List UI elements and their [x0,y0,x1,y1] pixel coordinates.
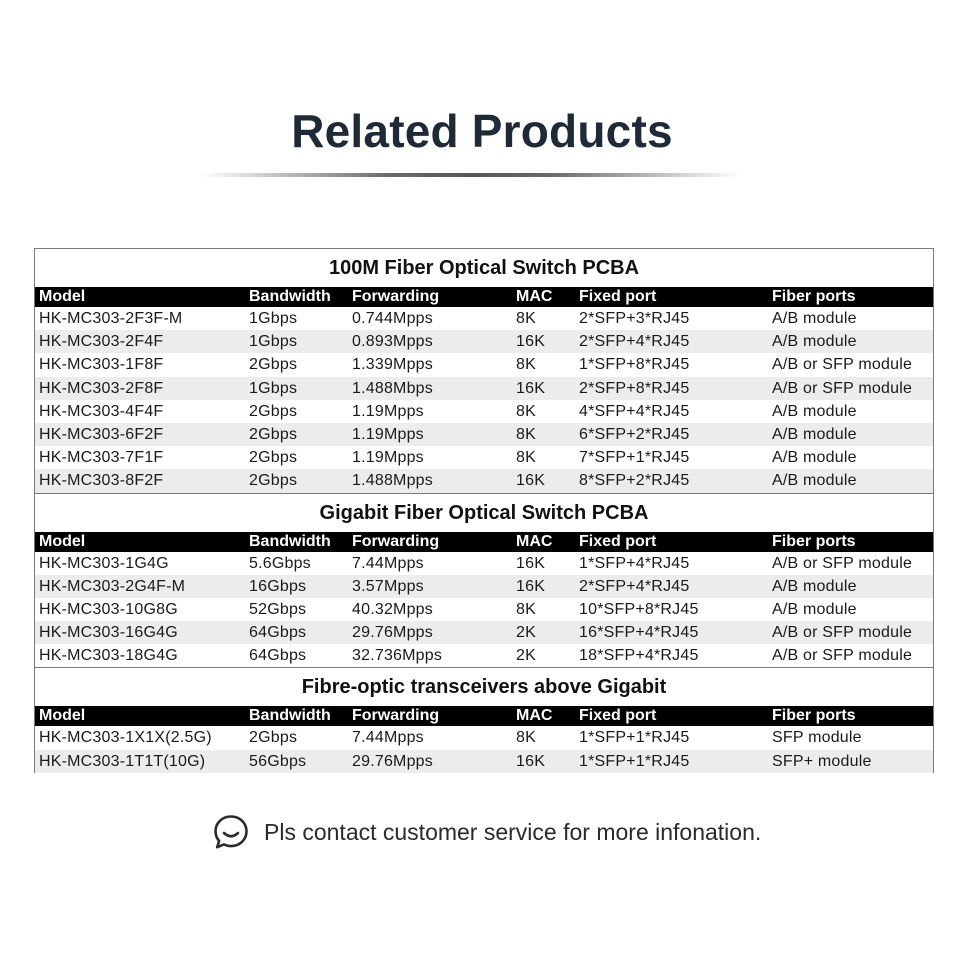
contact-note [212,812,761,852]
cell-fixed-port: 1*SFP+1*RJ45 [579,752,690,770]
cell-bandwidth: 2Gbps [249,356,298,374]
column-header-fiber-ports: Fiber ports [772,532,856,550]
column-header-mac: MAC [516,532,553,550]
cell-forwarding: 1.488Mbps [352,379,433,397]
cell-bandwidth: 64Gbps [249,647,307,665]
section-title: 100M Fiber Optical Switch PCBA [328,257,640,279]
cell-fixed-port: 6*SFP+2*RJ45 [579,425,690,443]
cell-fixed-port: 7*SFP+1*RJ45 [579,449,690,467]
cell-bandwidth: 2Gbps [249,472,298,490]
table-header-row [35,532,933,552]
cell-mac: 16K [516,577,546,595]
cell-bandwidth: 64Gbps [249,624,307,642]
cell-mac: 8K [516,356,536,374]
cell-mac: 2K [516,647,536,665]
cell-model: HK-MC303-10G8G [39,600,178,618]
cell-fiber-ports: A/B or SFP module [772,624,913,642]
table-row [35,644,933,667]
cell-mac: 8K [516,600,536,618]
cell-fixed-port: 4*SFP+4*RJ45 [579,402,690,420]
column-header-bandwidth: Bandwidth [249,288,331,305]
table-row [35,423,933,446]
section-rows [35,706,933,772]
cell-forwarding: 7.44Mpps [352,729,424,747]
chat-bubble-icon [212,813,250,851]
cell-model: HK-MC303-8F2F [39,472,164,490]
column-header-bandwidth: Bandwidth [249,532,331,550]
column-header-mac: MAC [516,288,553,305]
cell-model: HK-MC303-1F8F [39,356,164,374]
table-row [35,469,933,492]
cell-fiber-ports: SFP module [772,729,862,747]
cell-bandwidth: 2Gbps [249,425,298,443]
cell-model: HK-MC303-18G4G [39,647,178,665]
table-row [35,621,933,644]
table-section [35,249,933,493]
cell-forwarding: 1.19Mpps [352,449,424,467]
cell-fixed-port: 18*SFP+4*RJ45 [579,647,699,665]
column-header-model: Model [39,707,86,725]
table-row [35,575,933,598]
cell-fiber-ports: A/B module [772,402,857,420]
cell-fiber-ports: A/B or SFP module [772,647,913,665]
column-header-forwarding: Forwarding [352,532,440,550]
table-header-row [35,287,933,307]
cell-model: HK-MC303-7F1F [39,449,164,467]
cell-model: HK-MC303-2F3F-M [39,310,183,327]
title-divider [200,173,740,177]
cell-fixed-port: 16*SFP+4*RJ45 [579,624,699,642]
cell-fixed-port: 2*SFP+4*RJ45 [579,577,690,595]
cell-fiber-ports: A/B or SFP module [772,554,913,572]
cell-fiber-ports: SFP+ module [772,752,872,770]
cell-forwarding: 7.44Mpps [352,554,424,572]
table-row [35,552,933,575]
cell-bandwidth: 2Gbps [249,449,298,467]
column-header-fixed-port: Fixed port [579,707,657,725]
section-rows [35,532,933,668]
table-row [35,726,933,749]
cell-mac: 16K [516,752,546,770]
table-header-row [35,706,933,726]
cell-fiber-ports: A/B or SFP module [772,379,913,397]
cell-forwarding: 1.339Mpps [352,356,433,374]
cell-forwarding: 1.19Mpps [352,402,424,420]
product-spec-table [34,248,934,773]
table-row [35,446,933,469]
cell-fixed-port: 2*SFP+3*RJ45 [579,310,690,327]
cell-fixed-port: 1*SFP+8*RJ45 [579,356,690,374]
table-row [35,598,933,621]
cell-bandwidth: 56Gbps [249,752,307,770]
cell-model: HK-MC303-4F4F [39,402,164,420]
cell-fixed-port: 1*SFP+4*RJ45 [579,554,690,572]
column-header-mac: MAC [516,707,553,725]
cell-mac: 8K [516,449,536,467]
page-title: Related Products [291,105,673,157]
section-title: Gigabit Fiber Optical Switch PCBA [319,501,649,524]
table-row [35,400,933,423]
table-row [35,330,933,353]
cell-forwarding: 0.893Mpps [352,333,433,351]
cell-model: HK-MC303-1T1T(10G) [39,752,206,770]
cell-mac: 8K [516,402,536,420]
cell-mac: 16K [516,379,546,397]
cell-model: HK-MC303-2F4F [39,333,164,351]
cell-model: HK-MC303-1X1X(2.5G) [39,729,212,747]
table-row [35,750,933,773]
cell-fiber-ports: A/B module [772,333,857,351]
section-title: Fibre-optic transceivers above Gigabit [301,676,667,699]
cell-mac: 8K [516,729,536,747]
table-row [35,353,933,376]
cell-forwarding: 32.736Mpps [352,647,443,665]
cell-model: HK-MC303-16G4G [39,624,178,642]
cell-bandwidth: 2Gbps [249,729,298,747]
cell-bandwidth: 1Gbps [249,333,298,351]
contact-text: Pls contact customer service for more infonation. [264,818,762,845]
cell-bandwidth: 1Gbps [249,310,298,327]
cell-mac: 8K [516,310,536,327]
cell-fixed-port: 2*SFP+8*RJ45 [579,379,690,397]
cell-fixed-port: 1*SFP+1*RJ45 [579,729,690,747]
cell-bandwidth: 5.6Gbps [249,554,311,572]
cell-fiber-ports: A/B module [772,425,857,443]
column-header-model: Model [39,288,86,305]
cell-bandwidth: 1Gbps [249,379,298,397]
section-rows [35,287,933,493]
cell-forwarding: 40.32Mpps [352,600,433,618]
column-header-forwarding: Forwarding [352,288,440,305]
column-header-fixed-port: Fixed port [579,532,657,550]
cell-forwarding: 29.76Mpps [352,752,433,770]
cell-bandwidth: 2Gbps [249,402,298,420]
cell-fiber-ports: A/B module [772,600,857,618]
cell-fiber-ports: A/B module [772,449,857,467]
cell-mac: 16K [516,472,546,490]
cell-forwarding: 0.744Mpps [352,310,433,327]
cell-mac: 16K [516,333,546,351]
cell-fixed-port: 2*SFP+4*RJ45 [579,333,690,351]
cell-forwarding: 1.488Mpps [352,472,433,490]
table-section [35,667,933,772]
cell-fiber-ports: A/B or SFP module [772,356,913,374]
cell-bandwidth: 52Gbps [249,600,307,618]
cell-fiber-ports: A/B module [772,472,857,490]
cell-forwarding: 29.76Mpps [352,624,433,642]
cell-mac: 16K [516,554,546,572]
column-header-fiber-ports: Fiber ports [772,707,856,725]
cell-model: HK-MC303-6F2F [39,425,164,443]
cell-fiber-ports: A/B module [772,310,857,327]
column-header-model: Model [39,532,86,550]
cell-forwarding: 1.19Mpps [352,425,424,443]
cell-model: HK-MC303-1G4G [39,554,169,572]
cell-fixed-port: 10*SFP+8*RJ45 [579,600,699,618]
cell-model: HK-MC303-2G4F-M [39,577,186,595]
cell-mac: 8K [516,425,536,443]
cell-mac: 2K [516,624,536,642]
table-row [35,307,933,330]
cell-fiber-ports: A/B module [772,577,857,595]
column-header-fixed-port: Fixed port [579,288,657,305]
column-header-fiber-ports: Fiber ports [772,288,856,305]
column-header-bandwidth: Bandwidth [249,707,331,725]
cell-model: HK-MC303-2F8F [39,379,164,397]
cell-forwarding: 3.57Mpps [352,577,424,595]
cell-bandwidth: 16Gbps [249,577,307,595]
table-row [35,377,933,400]
cell-fixed-port: 8*SFP+2*RJ45 [579,472,690,490]
table-section [35,493,933,668]
column-header-forwarding: Forwarding [352,707,440,725]
